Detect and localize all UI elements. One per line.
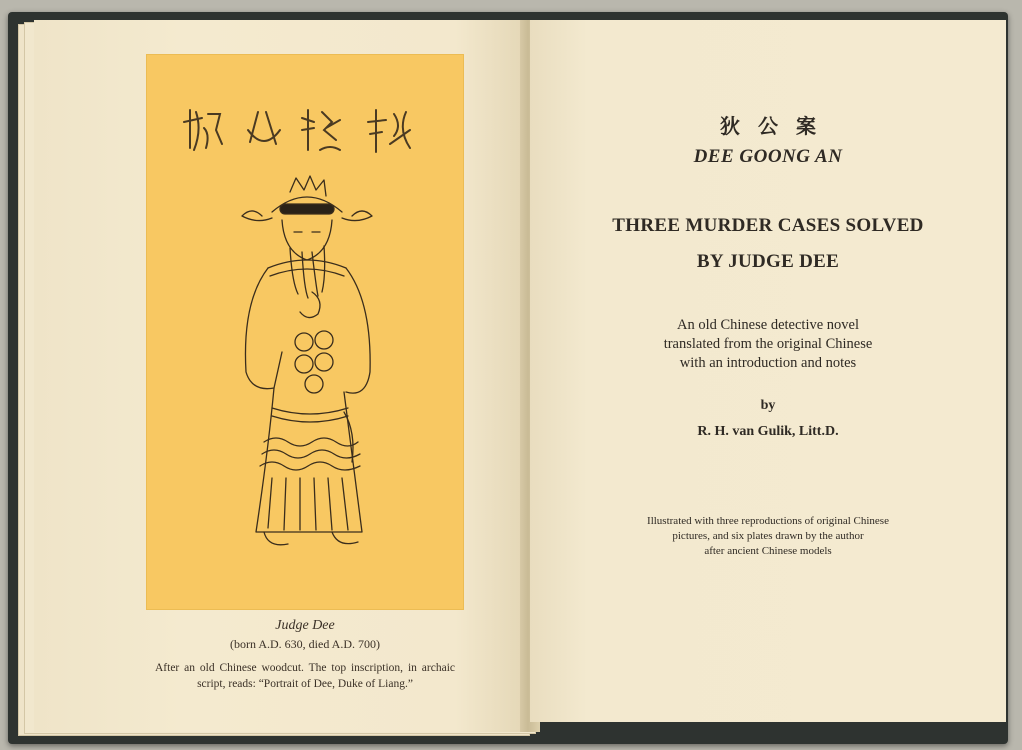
description	[530, 316, 1006, 373]
illustration-line: Illustrated with three reproductions of original Chinese	[647, 515, 889, 527]
illustration-note	[530, 514, 1006, 559]
description-line: An old Chinese detective novel	[676, 317, 859, 333]
description-line: translated from the original Chinese	[663, 336, 873, 352]
illustration-line: pictures, and six plates drawn by the author	[672, 530, 864, 542]
caption-note: After an old Chinese woodcut. The top inscription, in archaic script, reads: “Portrait of Dee, Duke of Liang.”	[155, 662, 455, 690]
by-label: by	[760, 398, 776, 413]
romanized-title: DEE GOONG AN	[693, 146, 843, 167]
caption-title: Judge Dee	[275, 618, 335, 633]
main-title-line: BY JUDGE DEE	[696, 251, 840, 272]
illustration-line: after ancient Chinese models	[704, 545, 832, 557]
description-line: with an introduction and notes	[679, 355, 857, 371]
main-title-line: THREE MURDER CASES SOLVED	[612, 215, 924, 236]
chinese-title: 狄公案	[720, 116, 834, 138]
left-page	[34, 20, 530, 732]
seal-script-inscription	[180, 100, 430, 160]
frontispiece-plate	[146, 54, 464, 610]
judge-dee-woodcut	[212, 172, 402, 572]
frontispiece-caption	[146, 618, 464, 692]
author-name: R. H. van Gulik, Litt.D.	[697, 424, 839, 439]
main-title	[530, 208, 1006, 280]
caption-dates: (born A.D. 630, died A.D. 700)	[230, 637, 380, 651]
title-page	[530, 20, 1006, 722]
